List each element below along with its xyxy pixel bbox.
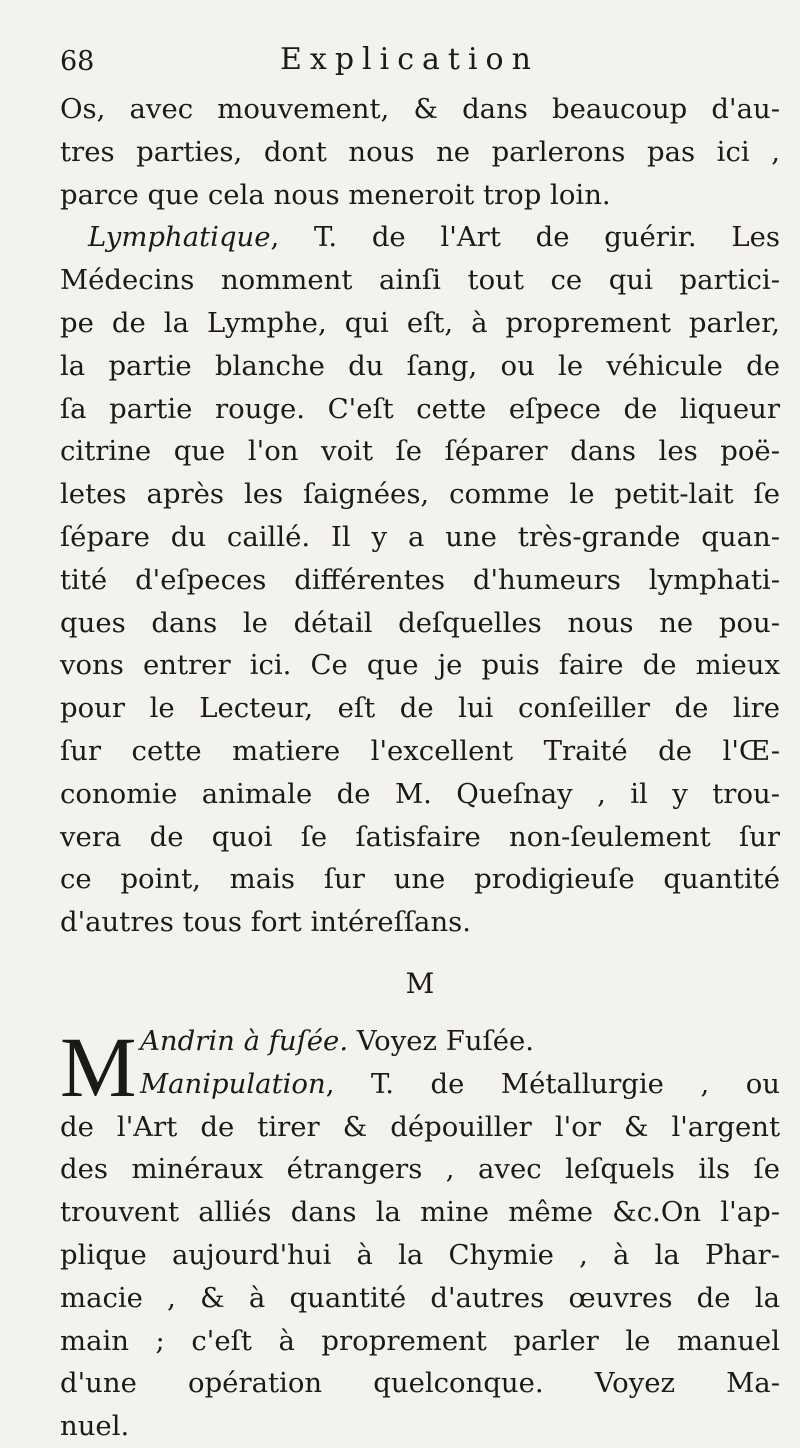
drop-cap: M <box>60 1018 137 1115</box>
text-line: pour le Lecteur, eſt de lui conſeiller de lire <box>60 692 780 725</box>
text-line: nuel. <box>60 1410 130 1443</box>
entry-text: , T. de Métallurgie , ou <box>325 1067 780 1100</box>
text-line: vons entrer ici. Ce que je puis faire de mieux <box>60 649 780 682</box>
text-line: ſur cette matiere l'excellent Traité de l'Œ- <box>60 734 780 767</box>
text-line: de l'Art de tirer & dépouiller l'or & l'argent <box>60 1110 780 1143</box>
text-line: parce que cela nous meneroit trop loin. <box>60 178 611 211</box>
text-line: des minéraux étrangers , avec leſquels ils ſe <box>60 1153 780 1186</box>
text-line: d'autres tous fort intéreſſans. <box>60 906 472 939</box>
page-number: 68 <box>60 46 95 77</box>
entry-mandrin <box>60 1020 780 1063</box>
headword: Manipulation <box>140 1067 326 1100</box>
running-head <box>60 42 780 84</box>
text-line: tres parties, dont nous ne parlerons pas ici , <box>60 135 780 168</box>
text-line: la partie blanche du ſang, ou le véhicule de <box>60 349 780 382</box>
text-line: ce point, mais ſur une prodigieuſe quantité <box>60 863 780 896</box>
text-line: pe de la Lymphe, qui eſt, à proprement parler, <box>60 306 780 339</box>
entry-text: Voyez Fuſée. <box>348 1024 535 1057</box>
entry-lymphatique <box>60 88 780 944</box>
text-line: ſépare du caillé. Il y a une très-grande quan- <box>60 520 780 553</box>
entry-first-line <box>60 216 780 259</box>
text-line: citrine que l'on voit ſe ſéparer dans les poë- <box>60 435 780 468</box>
text-line: d'une opération quelconque. Voyez Ma- <box>60 1367 780 1400</box>
text-line: ques dans le détail deſquelles nous ne pou- <box>60 606 780 639</box>
entries-m <box>60 1020 780 1448</box>
text-line: tité d'eſpeces différentes d'humeurs lymphati- <box>60 563 780 596</box>
text-line: plique aujourd'hui à la Chymie , à la Phar- <box>60 1238 780 1271</box>
text-line: Médecins nomment ainſi tout ce qui partici- <box>60 264 780 297</box>
text-line: macie , & à quantité d'autres œuvres de la <box>60 1281 780 1314</box>
section-letter: M <box>405 966 435 1000</box>
text-line: trouvent alliés dans la mine même &c.On l'ap- <box>60 1196 780 1229</box>
book-page <box>60 42 780 1448</box>
text-line: ſa partie rouge. C'eſt cette eſpece de liqueur <box>60 392 780 425</box>
text-line: conomie animale de M. Queſnay , il y trou- <box>60 777 780 810</box>
headword: Andrin à fuſée. <box>140 1024 349 1057</box>
text-line: main ; c'eſt à proprement parler le manuel <box>60 1324 780 1357</box>
text-line: Os, avec mouvement, & dans beaucoup d'au- <box>60 93 780 125</box>
headword: Lymphatique <box>88 221 271 254</box>
entry-text: , T. de l'Art de guérir. Les <box>270 221 780 254</box>
text-line: vera de quoi ſe ſatisfaire non-ſeulement ſur <box>60 820 780 853</box>
running-title: Explication <box>280 42 539 77</box>
entry-first-line <box>60 1063 780 1106</box>
text-line: letes après les ſaignées, comme le petit-lait ſe <box>60 478 780 511</box>
